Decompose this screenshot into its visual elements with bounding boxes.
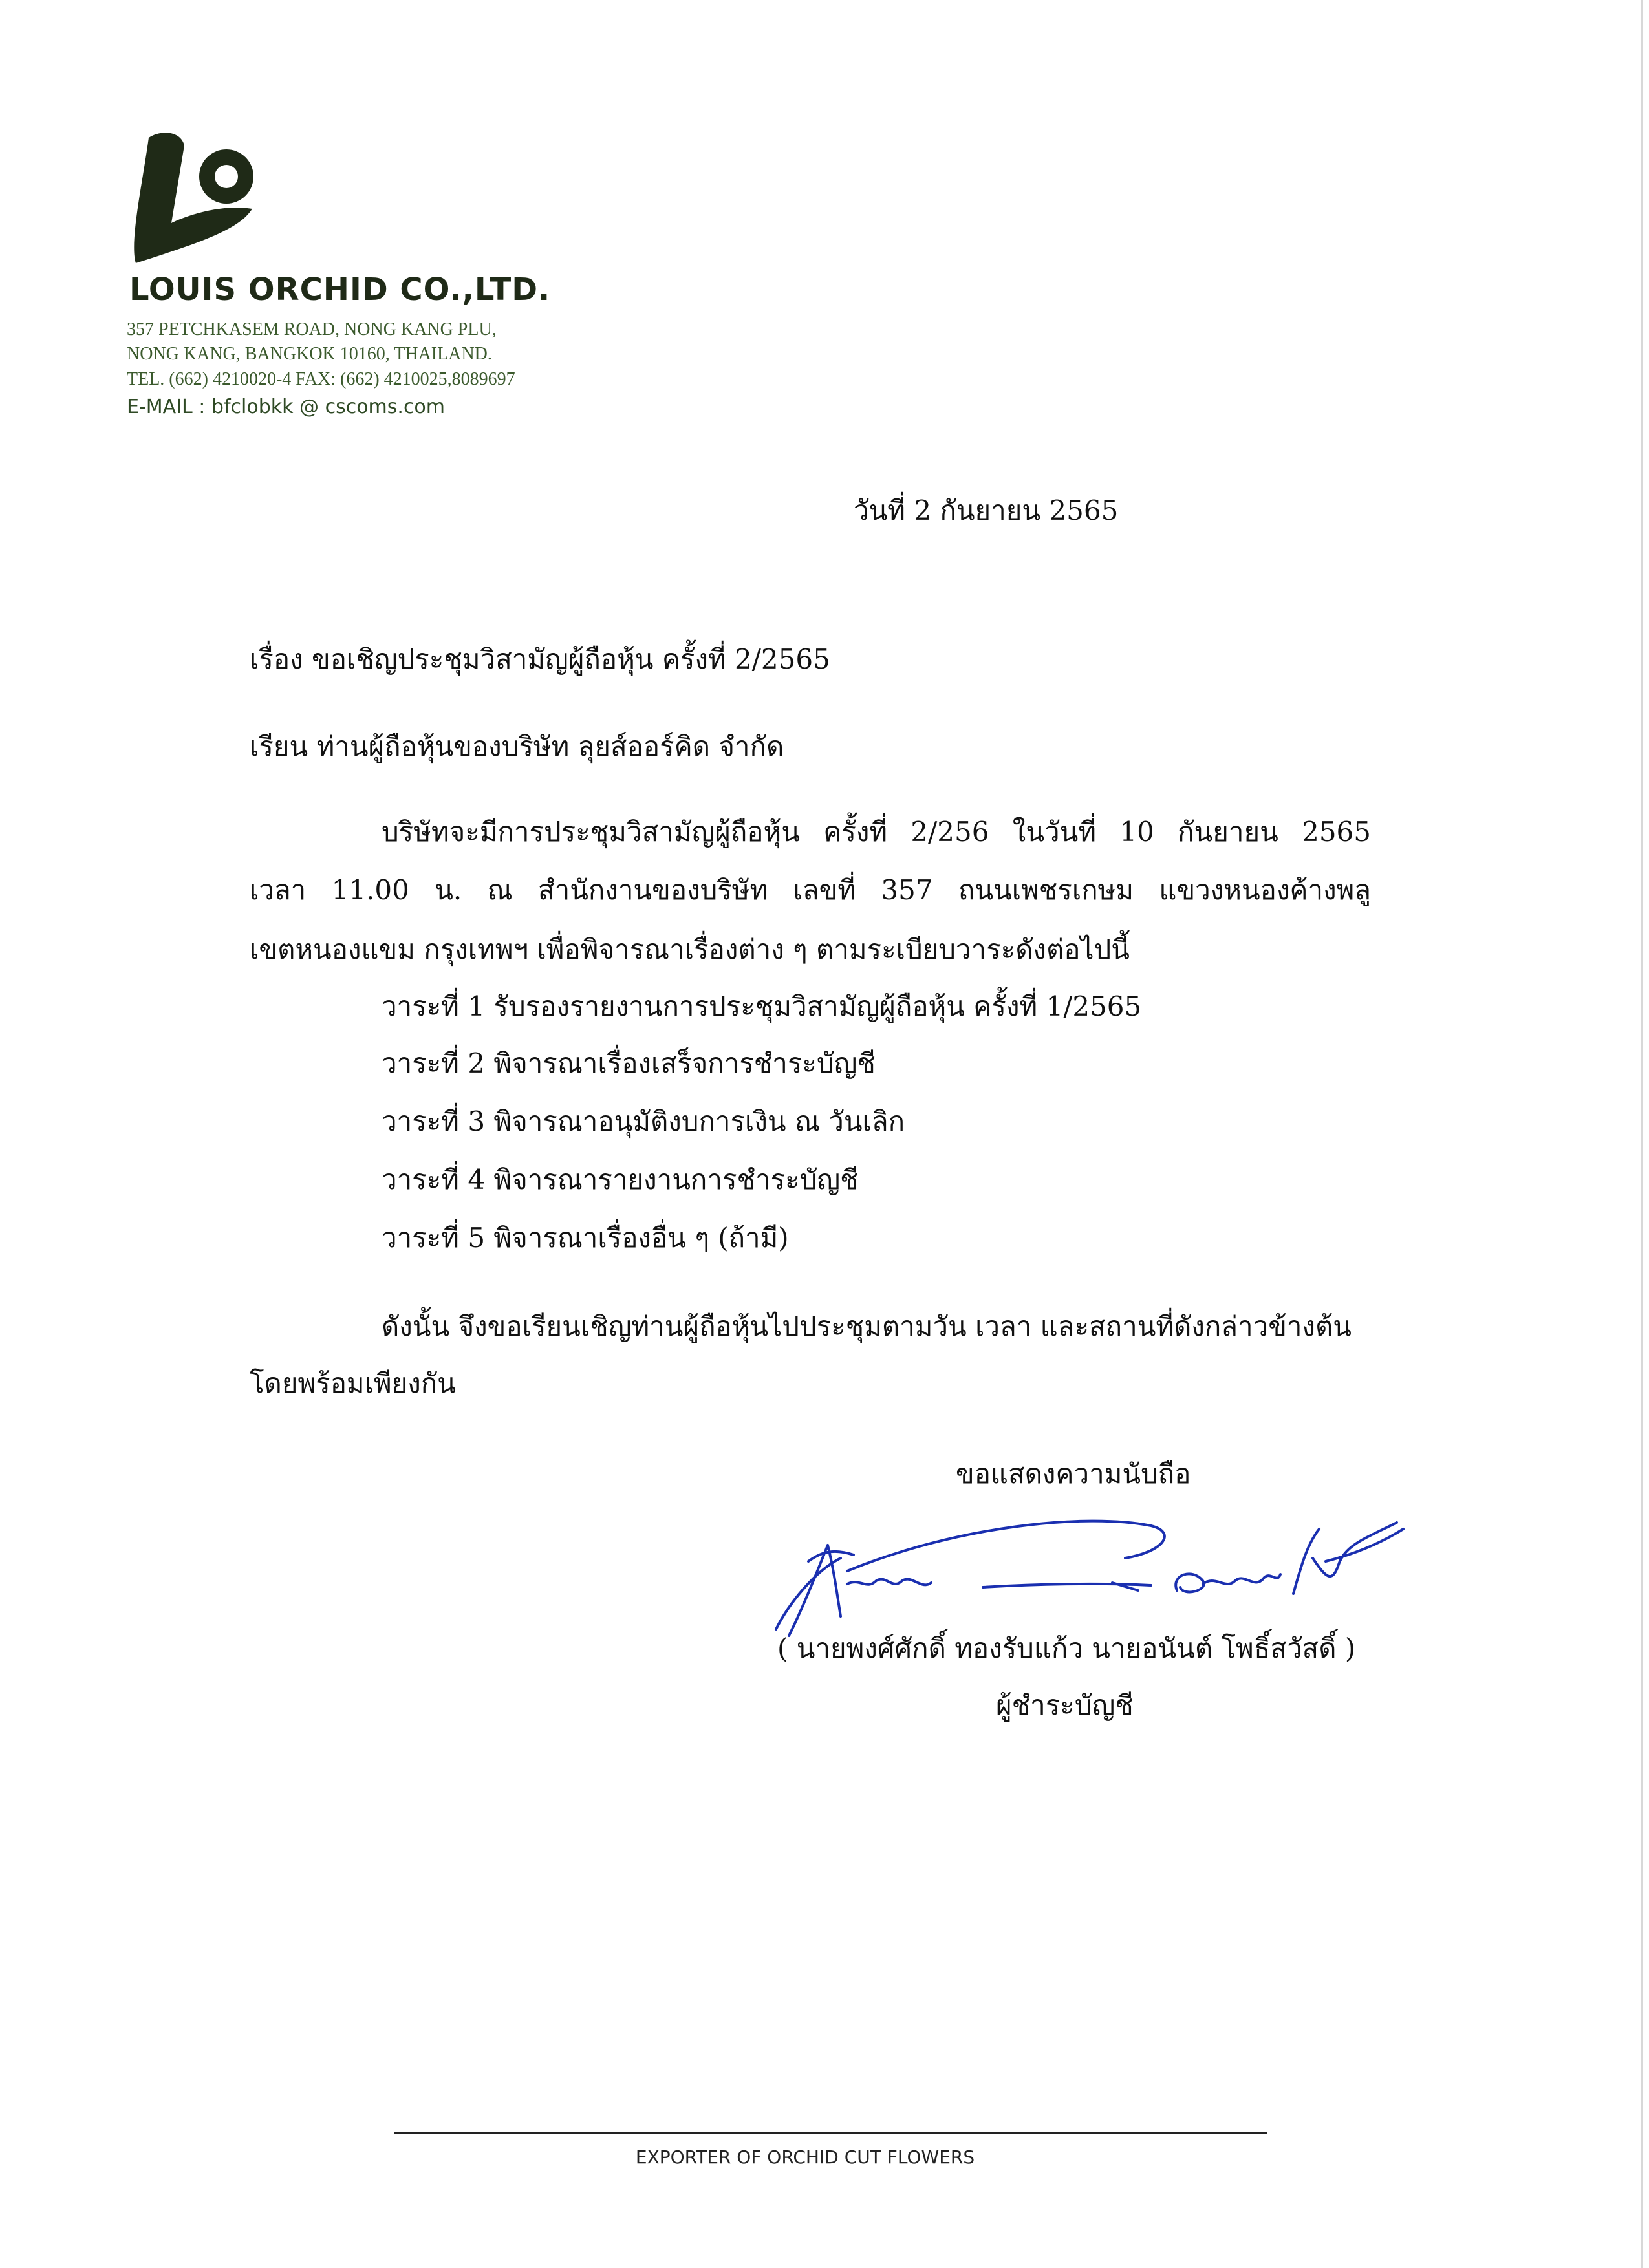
handwritten-signature xyxy=(763,1500,1429,1649)
agenda-item: วาระที่ 1 รับรองรายงานการประชุมวิสามัญผู้ถือหุ้น ครั้งที่ 1/2565 xyxy=(382,990,1142,1022)
company-email: E-MAIL : bfclobkk @ cscoms.com xyxy=(127,396,446,418)
agenda-item: วาระที่ 4 พิจารณารายงานการชำระบัญชี xyxy=(382,1164,859,1195)
paragraph-line: เขตหนองแขม กรุงเทพฯ เพื่อพิจารณาเรื่องต่าง ๆ ตามระเบียบวาระดังต่อไปนี้ xyxy=(250,934,1130,965)
letter-date: วันที่ 2 กันยายน 2565 xyxy=(854,495,1119,526)
footer-tagline: EXPORTER OF ORCHID CUT FLOWERS xyxy=(635,2146,975,2168)
closing-text: ขอแสดงความนับถือ xyxy=(956,1458,1191,1490)
company-phone-fax: TEL. (662) 4210020-4 FAX: (662) 4210025,8089697 xyxy=(127,369,515,389)
paragraph-line: บริษัทจะมีการประชุมวิสามัญผู้ถือหุ้น ครั้งที่ 2/256 ในวันที่ 10 กันยายน 2565 xyxy=(382,816,1371,848)
conclusion-line: ดังนั้น จึงขอเรียนเชิญท่านผู้ถือหุ้นไปประชุมตามวัน เวลา และสถานที่ดังกล่าวข้างต้น xyxy=(382,1311,1352,1342)
louis-orchid-logo-icon xyxy=(123,126,272,275)
scan-edge xyxy=(1641,0,1643,2268)
letter-subject: เรื่อง ขอเชิญประชุมวิสามัญผู้ถือหุ้น ครั้งที่ 2/2565 xyxy=(250,643,830,675)
company-address-line1: 357 PETCHKASEM ROAD, NONG KANG PLU, xyxy=(127,319,497,339)
letter-salutation: เรียน ท่านผู้ถือหุ้นของบริษัท ลุยส์ออร์คิด จำกัด xyxy=(250,731,784,762)
agenda-item: วาระที่ 3 พิจารณาอนุมัติงบการเงิน ณ วันเลิก xyxy=(382,1106,905,1137)
company-address-line2: NONG KANG, BANGKOK 10160, THAILAND. xyxy=(127,344,492,364)
signer-names: ( นายพงศ์ศักดิ์ ทองรับแก้ว นายอนันต์ โพธิ์สวัสดิ์ ) xyxy=(777,1632,1356,1664)
conclusion-line: โดยพร้อมเพียงกัน xyxy=(250,1367,456,1399)
agenda-item: วาระที่ 2 พิจารณาเรื่องเสร็จการชำระบัญชี xyxy=(382,1047,876,1079)
paragraph-line: เวลา 11.00 น. ณ สำนักงานของบริษัท เลขที่ 357 ถนนเพชรเกษม แขวงหนองค้างพลู xyxy=(250,874,1371,906)
company-name: LOUIS ORCHID CO.,LTD. xyxy=(129,272,551,308)
signer-position: ผู้ชำระบัญชี xyxy=(996,1689,1134,1721)
agenda-item: วาระที่ 5 พิจารณาเรื่องอื่น ๆ (ถ้ามี) xyxy=(382,1222,789,1254)
footer-divider xyxy=(394,2132,1267,2134)
